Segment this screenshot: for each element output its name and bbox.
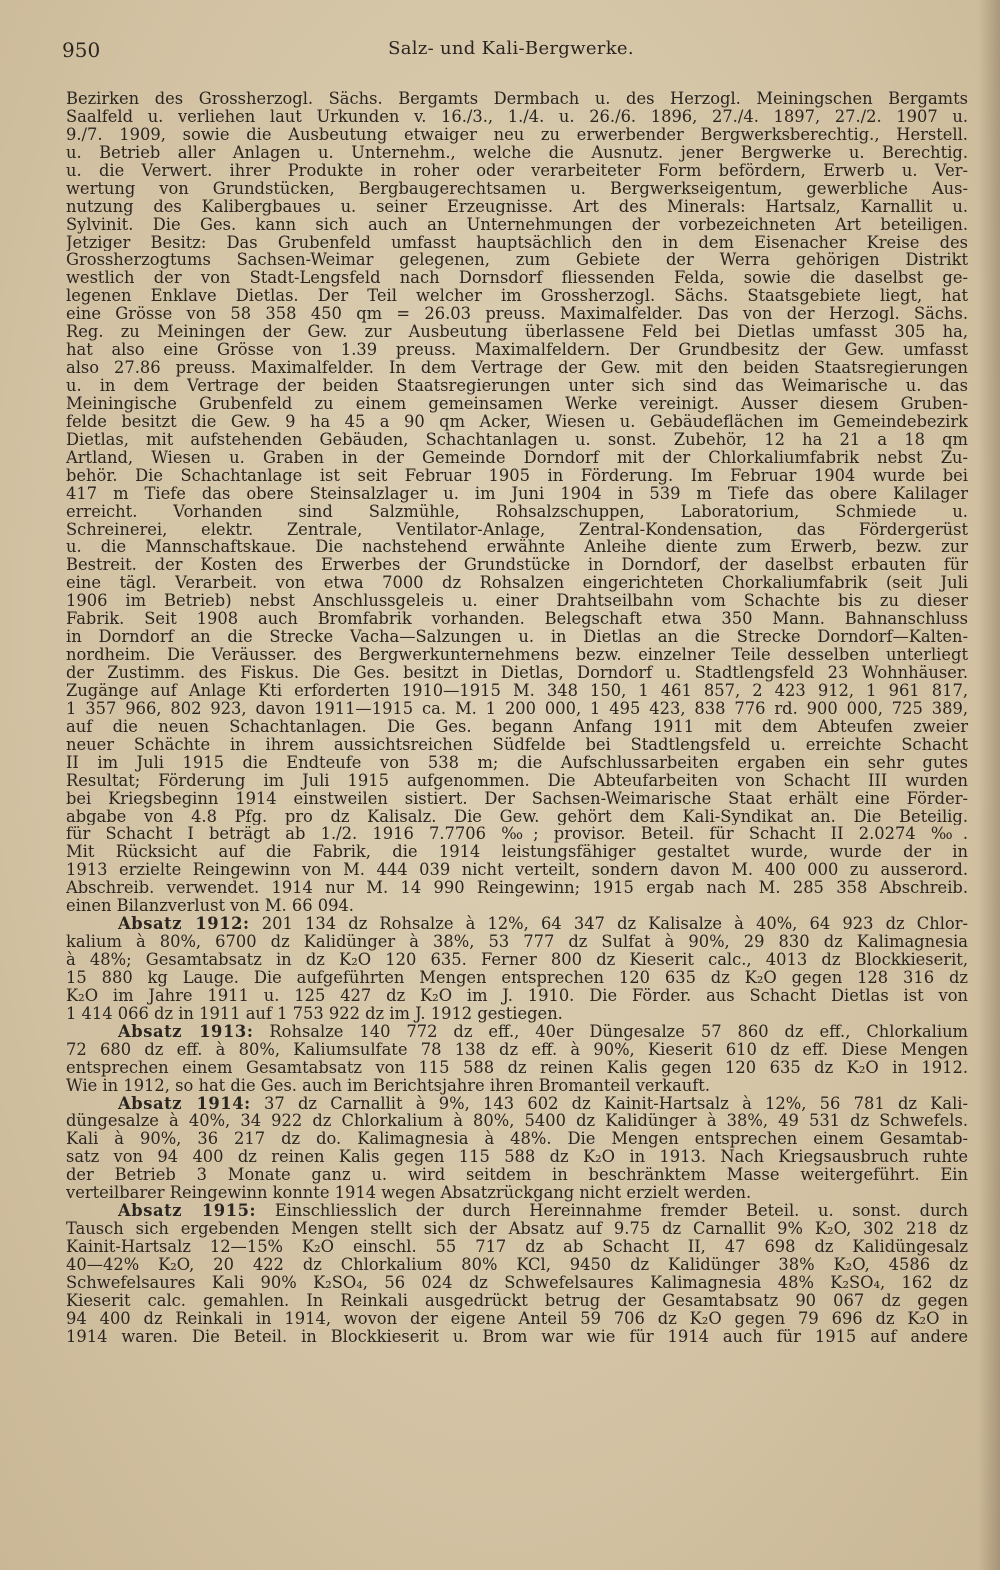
section-lead: Absatz 1912: (118, 915, 250, 934)
body-text (66, 90, 968, 1346)
text-line: Fabrik. Seit 1908 auch Bromfabrik vorhanden. Belegschaft etwa 350 Mann. Bahnanschluss (66, 610, 968, 629)
text-line: eine tägl. Verarbeit. von etwa 7000 dz Rohsalzen eingerichteten Chorkaliumfabrik (seit Juli (66, 574, 968, 593)
text-line: Bezirken des Grossherzogl. Sächs. Bergamts Dermbach u. des Herzogl. Meiningschen Bergamts (66, 90, 968, 108)
text-line: westlich der von Stadt-Lengsfeld nach Dornsdorf fliessenden Felda, sowie die daselbst ge- (66, 269, 968, 288)
text-line: 417 m Tiefe das obere Steinsalzlager u. im Juni 1904 in 539 m Tiefe das obere Kalilager (66, 484, 968, 503)
section-lead: Absatz 1915: (118, 1202, 257, 1221)
text-line: Kainit-Hartsalz 12—15% K₂O einschl. 55 717 dz ab Schacht II, 47 698 dz Kalidüngesalz (66, 1238, 968, 1256)
section-lead: Absatz 1914: (118, 1094, 251, 1113)
text-line: entsprechen einem Gesamtabsatz von 115 588 dz reinen Kalis gegen 120 635 dz K₂O in 1912. (66, 1058, 968, 1077)
text-line: 1 414 066 dz in 1911 auf 1 753 922 dz im J. 1912 gestiegen. (66, 1004, 563, 1023)
text-line: 94 400 dz Reinkali in 1914, wovon der eigene Anteil 59 706 dz K₂O gegen 79 696 dz K₂O in (66, 1309, 968, 1328)
text-line: u. die Verwert. ihrer Produkte in roher oder verarbeiteter Form befördern, Erwerb u. Ver- (66, 161, 968, 180)
text-line: u. die Mannschaftskaue. Die nachstehend erwähnte Anleihe diente zum Erwerb, bezw. zur (66, 538, 968, 557)
text-line: einen Bilanzverlust von M. 66 094. (66, 897, 354, 916)
text-line: Zugänge auf Anlage Kti erforderten 1910—1915 M. 348 150, 1 461 857, 2 423 912, 1 961 817, (66, 681, 968, 700)
text-line: erreicht. Vorhanden sind Salzmühle, Rohsalzschuppen, Laboratorium, Schmiede u. (66, 502, 968, 521)
text-line: Sylvinit. Die Ges. kann sich auch an Unternehmungen der vorbezeichneten Art beteiligen. (66, 215, 968, 234)
text-line: 72 680 dz eff. à 80%, Kaliumsulfate 78 138 dz eff. à 90%, Kieserit 610 dz eff. Diese Mengen (66, 1040, 968, 1059)
text-line: 1 357 966, 802 923, davon 1911—1915 ca. M. 1 200 000, 1 495 423, 838 776 rd. 900 000, 725 389, (66, 699, 968, 718)
text-line: für Schacht I beträgt ab 1./2. 1916 7.7706 ‰; provisor. Beteil. für Schacht II 2.0274 ‰. (66, 825, 968, 844)
text-line: 1914 waren. Die Beteil. in Blockkieserit u. Brom war wie für 1914 auch für 1915 auf andere (66, 1327, 968, 1346)
text-line: kalium à 80%, 6700 dz Kalidünger à 38%, 53 777 dz Sulfat à 90%, 29 830 dz Kalimagnesia (66, 933, 968, 951)
text-line: K₂O im Jahre 1911 u. 125 427 dz K₂O im J. 1910. Die Förder. aus Schacht Dietlas ist von (66, 986, 968, 1005)
text-line: Grossherzogtums Sachsen-Weimar gelegenen, zum Gebiete der Werra gehörigen Distrikt (66, 251, 968, 270)
text-line: satz von 94 400 dz reinen Kalis gegen 115 588 dz K₂O in 1913. Nach Kriegsausbruch ruhte (66, 1148, 968, 1167)
text-line: Tausch sich ergebenden Mengen stellt sich der Absatz auf 9.75 dz Carnallit 9% K₂O, 302 218 dz (66, 1220, 968, 1238)
text-line: nordheim. Die Veräusser. des Bergwerkunternehmens bezw. einzelner Teile desselben unterliegt (66, 646, 968, 664)
text-line: Absatz 1914: 37 dz Carnallit à 9%, 143 602 dz Kainit-Hartsalz à 12%, 56 781 dz Kali- (118, 1094, 968, 1113)
text-line: Bestreit. der Kosten des Erwerbes der Grundstücke in Dorndorf, der daselbst erbauten für (66, 556, 968, 575)
text-line: Mit Rücksicht auf die Fabrik, die 1914 leistungsfähiger gestaltet wurde, wurde der in (66, 843, 968, 862)
text-line: Absatz 1912: 201 134 dz Rohsalze à 12%, 64 347 dz Kalisalze à 40%, 64 923 dz Chlor- (118, 915, 968, 934)
text-line: u. in dem Vertrage der beiden Staatsregierungen unter sich sind das Weimarische u. das (66, 377, 968, 395)
text-line: Meiningische Grubenfeld zu einem gemeinsamen Werke vereinigt. Ausser diesem Gruben- (66, 394, 968, 413)
text-line: der Zustimm. des Fiskus. Die Ges. besitzt in Dietlas, Dorndorf u. Stadtlengsfeld 23 Wohnhäuser. (66, 664, 968, 682)
text-line: felde besitzt die Gew. 9 ha 45 a 90 qm Acker, Wiesen u. Gebäudeflächen im Gemeindebezirk (66, 412, 968, 431)
text-line: 1913 erzielte Reingewinn von M. 444 039 nicht verteilt, sondern davon M. 400 000 zu ausserord. (66, 861, 968, 880)
text-line: also 27.86 preuss. Maximalfelder. In dem Vertrage der Gew. mit den beiden Staatsregierungen (66, 359, 968, 377)
text-line: auf die neuen Schachtanlagen. Die Ges. begann Anfang 1911 mit dem Abteufen zweier (66, 717, 968, 736)
page-edge-shadow (978, 0, 1000, 1570)
text-line: 1906 im Betrieb) nebst Anschlussgeleis u. einer Drahtseilbahn vom Schachte bis zu dieser (66, 592, 968, 611)
text-line: Saalfeld u. verliehen laut Urkunden v. 16./3., 1./4. u. 26./6. 1896, 27./4. 1897, 27./2. 1907 u. (66, 107, 968, 126)
text-line: eine Grösse von 58 358 450 qm = 26.03 preuss. Maximalfelder. Das von der Herzogl. Sächs. (66, 305, 968, 324)
text-line: der Betrieb 3 Monate ganz u. wird seitdem in beschränktem Masse weitergeführt. Ein (66, 1166, 968, 1185)
text-line: düngesalze à 40%, 34 922 dz Chlorkalium à 80%, 5400 dz Kalidünger à 38%, 49 531 dz Schwefels. (66, 1112, 968, 1131)
text-line: nutzung des Kalibergbaues u. seiner Erzeugnisse. Art des Minerals: Hartsalz, Karnallit u. (66, 197, 968, 216)
text-line: Absatz 1915: Einschliesslich der durch Hereinnahme fremder Beteil. u. sonst. durch (118, 1202, 968, 1221)
text-line: 40—42% K₂O, 20 422 dz Chlorkalium 80% KCl, 9450 dz Kalidünger 38% K₂O, 4586 dz (66, 1255, 968, 1274)
text-line: 15 880 kg Lauge. Die aufgeführten Mengen entsprechen 120 635 dz K₂O gegen 128 316 dz (66, 968, 968, 987)
text-line: wertung von Grundstücken, Bergbaugerechtsamen u. Bergwerkseigentum, gewerbliche Aus- (66, 179, 968, 198)
text-line: Reg. zu Meiningen der Gew. zur Ausbeutung überlassene Feld bei Dietlas umfasst 305 ha, (66, 323, 968, 342)
text-line: u. Betrieb aller Anlagen u. Unternehm., welche die Ausnutz. jener Bergwerke u. Berechtig. (66, 143, 968, 162)
section-lead: Absatz 1913: (118, 1022, 254, 1041)
text-line: in Dorndorf an die Strecke Vacha—Salzungen u. in Dietlas an die Strecke Dorndorf—Kalten- (66, 628, 968, 647)
text-line: 9./7. 1909, sowie die Ausbeutung etwaiger neu zu erwerbender Bergwerksberechtig., Herstell. (66, 125, 968, 144)
text-line: Absatz 1913: Rohsalze 140 772 dz eff., 40er Düngesalze 57 860 dz eff., Chlorkalium (118, 1022, 968, 1041)
text-line: Kieserit calc. gemahlen. In Reinkali ausgedrückt betrug der Gesamtabsatz 90 067 dz gegen (66, 1291, 968, 1310)
text-line: behör. Die Schachtanlage ist seit Februar 1905 in Förderung. Im Februar 1904 wurde bei (66, 466, 968, 485)
text-line: à 48%; Gesamtabsatz in dz K₂O 120 635. Ferner 800 dz Kieserit calc., 4013 dz Blockkieserit, (66, 951, 968, 969)
page-header (62, 38, 960, 64)
text-line: abgabe von 4.8 Pfg. pro dz Kalisalz. Die Gew. gehört dem Kali-Syndikat an. Die Beteilig. (66, 807, 968, 826)
text-line: Jetziger Besitz: Das Grubenfeld umfasst hauptsächlich den in dem Eisenacher Kreise des (66, 233, 968, 252)
running-head: Salz- und Kali-Bergwerke. (388, 38, 634, 59)
text-line: II im Juli 1915 die Endteufe von 538 m; die Aufschlussarbeiten ergaben ein sehr gutes (66, 753, 968, 772)
text-line: Kali à 90%, 36 217 dz do. Kalimagnesia à 48%. Die Mengen entsprechen einem Gesamtab- (66, 1130, 968, 1149)
text-line: verteilbarer Reingewinn konnte 1914 wegen Absatzrückgang nicht erzielt werden. (66, 1184, 752, 1203)
text-line: Schreinerei, elektr. Zentrale, Ventilator-Anlage, Zentral-Kondensation, das Fördergerüst (66, 520, 968, 539)
text-line: Resultat; Förderung im Juli 1915 aufgenommen. Die Abteufarbeiten von Schacht III wurden (66, 771, 968, 790)
text-line: hat also eine Grösse von 1.39 preuss. Maximalfeldern. Der Grundbesitz der Gew. umfasst (66, 341, 968, 360)
text-line: neuer Schächte in ihrem aussichtsreichen Südfelde bei Stadtlengsfeld u. erreichte Schacht (66, 735, 968, 754)
text-line: Abschreib. verwendet. 1914 nur M. 14 990 Reingewinn; 1915 ergab nach M. 285 358 Abschreib. (66, 879, 968, 898)
text-line: Wie in 1912, so hat die Ges. auch im Berichtsjahre ihren Bromanteil verkauft. (66, 1076, 711, 1095)
text-line: Dietlas, mit aufstehenden Gebäuden, Schachtanlagen u. sonst. Zubehör, 12 ha 21 a 18 qm (66, 430, 968, 449)
text-line: legenen Enklave Dietlas. Der Teil welcher im Grossherzogl. Sächs. Staatsgebiete liegt, hat (66, 287, 968, 306)
text-line: Schwefelsaures Kali 90% K₂SO₄, 56 024 dz Schwefelsaures Kalimagnesia 48% K₂SO₄, 162 dz (66, 1273, 968, 1292)
text-line: bei Kriegsbeginn 1914 einstweilen sistiert. Der Sachsen-Weimarische Staat erhält eine Förder- (66, 789, 968, 808)
text-line: Artland, Wiesen u. Graben in der Gemeinde Dorndorf mit der Chlorkaliumfabrik nebst Zu- (66, 448, 968, 467)
page-number: 950 (62, 38, 101, 62)
